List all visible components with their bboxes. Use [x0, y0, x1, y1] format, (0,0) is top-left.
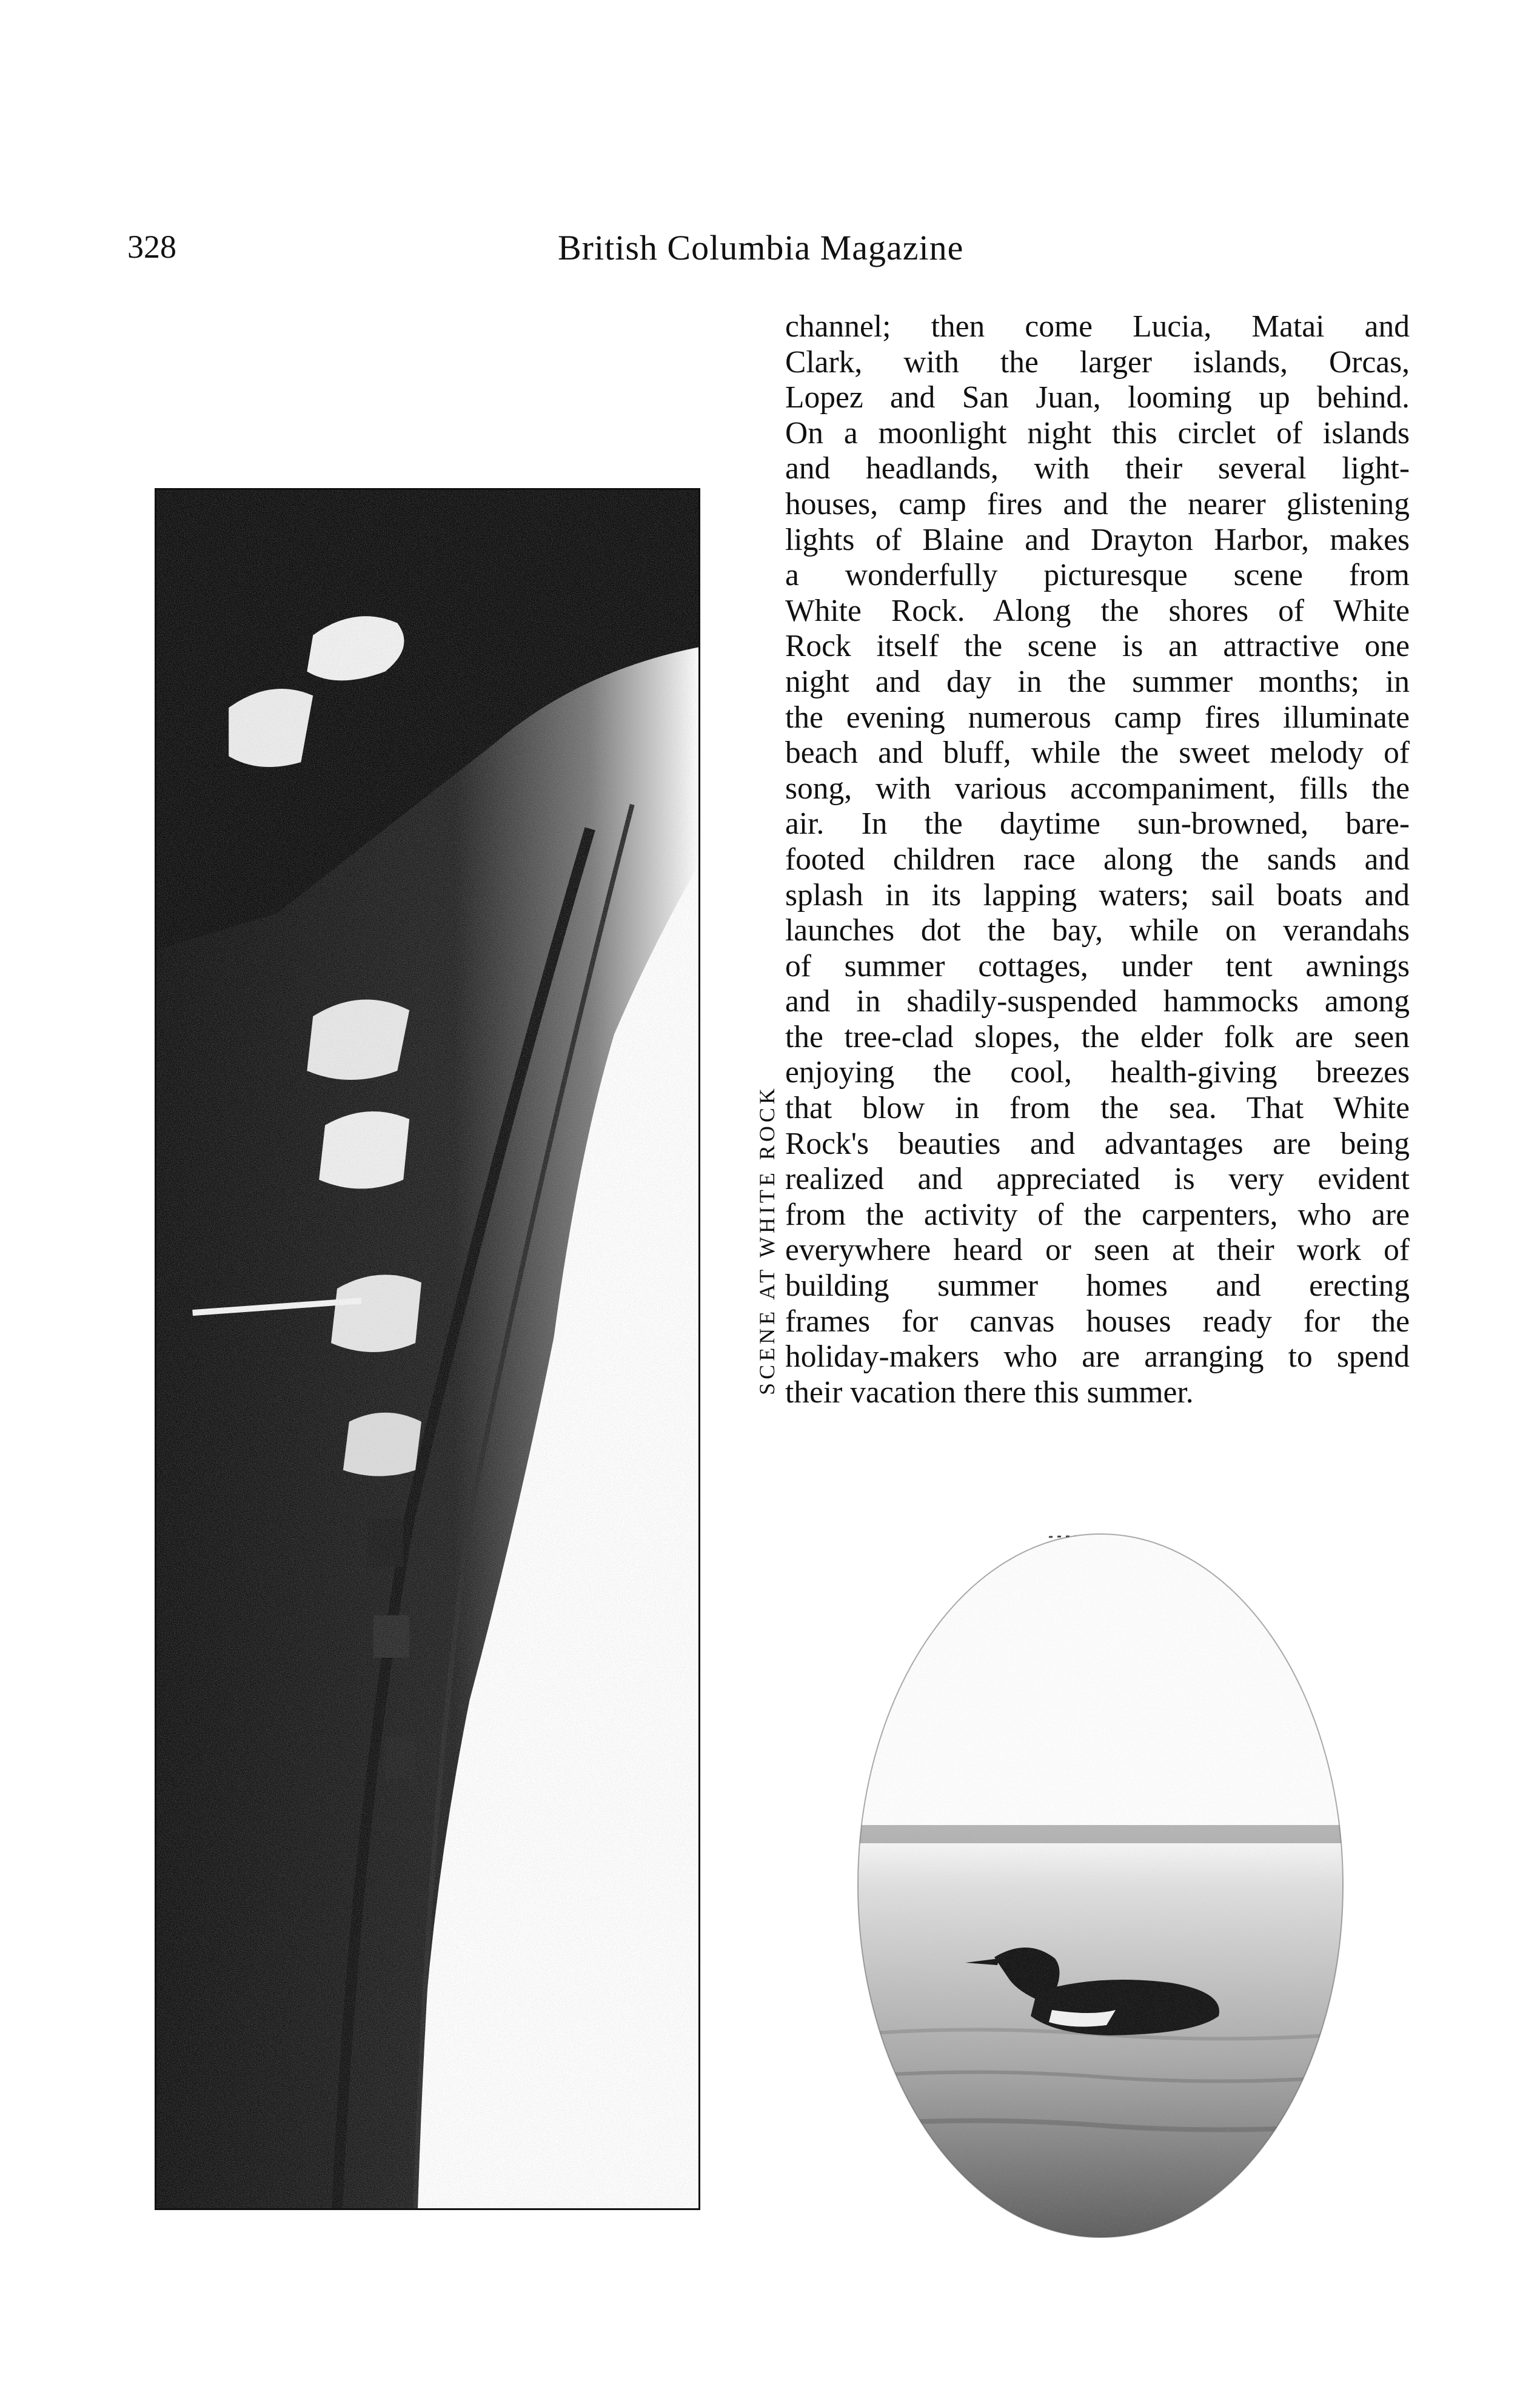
- article-line: from the activity of the carpenters, who are: [785, 1197, 1410, 1232]
- caption-text: SCENE AT WHITE ROCK: [755, 1085, 779, 1395]
- article-line: air. In the daytime sun-browned, bare-: [785, 806, 1410, 842]
- article-line: Rock itself the scene is an attractive one: [785, 629, 1410, 664]
- article-line: White Rock. Along the shores of White: [785, 593, 1410, 628]
- article-line: beach and bluff, while the sweet melody of: [785, 735, 1410, 771]
- article-line: lights of Blaine and Drayton Harbor, makes: [785, 522, 1410, 557]
- article-line: and headlands, with their several light-: [785, 451, 1410, 486]
- article-line: channel; then come Lucia, Matai and: [785, 309, 1410, 344]
- bird-on-water-illustration: [855, 1531, 1346, 2240]
- article-body: [785, 309, 1410, 1410]
- beach-scene-illustration: [156, 490, 698, 2208]
- article-line: splash in its lapping waters; sail boats and: [785, 877, 1410, 913]
- article-line: the tree-clad slopes, the elder folk are seen: [785, 1019, 1410, 1054]
- article-line: holiday-makers who are arranging to spend: [785, 1339, 1410, 1375]
- running-head: British Columbia Magazine: [558, 228, 964, 267]
- article-line: song, with various accompaniment, fills the: [785, 771, 1410, 806]
- article-line: realized and appreciated is very evident: [785, 1162, 1410, 1197]
- article-line: their vacation there this summer.: [785, 1375, 1194, 1410]
- beach-scene-photo: [155, 488, 700, 2210]
- article-line: Lopez and San Juan, looming up behind.: [785, 380, 1410, 415]
- bird-vignette-photo: [855, 1531, 1346, 2240]
- article-line: On a moonlight night this circlet of islands: [785, 415, 1410, 451]
- article-line: that blow in from the sea. That White: [785, 1091, 1410, 1126]
- article-line: building summer homes and erecting: [785, 1268, 1410, 1304]
- article-line: a wonderfully picturesque scene from: [785, 558, 1410, 593]
- article-line: night and day in the summer months; in: [785, 664, 1410, 699]
- article-line: and in shadily-suspended hammocks among: [785, 984, 1410, 1019]
- article-line: Rock's beauties and advantages are being: [785, 1126, 1410, 1161]
- article-line: enjoying the cool, health-giving breezes: [785, 1055, 1410, 1090]
- article-line: launches dot the bay, while on verandahs: [785, 913, 1410, 948]
- article-line: houses, camp fires and the nearer glistening: [785, 486, 1410, 521]
- article-line: of summer cottages, under tent awnings: [785, 948, 1410, 983]
- article-line: footed children race along the sands and: [785, 842, 1410, 877]
- page-number: 328: [127, 229, 176, 265]
- article-line: everywhere heard or seen at their work of: [785, 1233, 1410, 1268]
- article-line: the evening numerous camp fires illuminate: [785, 700, 1410, 735]
- article-line: frames for canvas houses ready for the: [785, 1304, 1410, 1339]
- article-line: Clark, with the larger islands, Orcas,: [785, 344, 1410, 380]
